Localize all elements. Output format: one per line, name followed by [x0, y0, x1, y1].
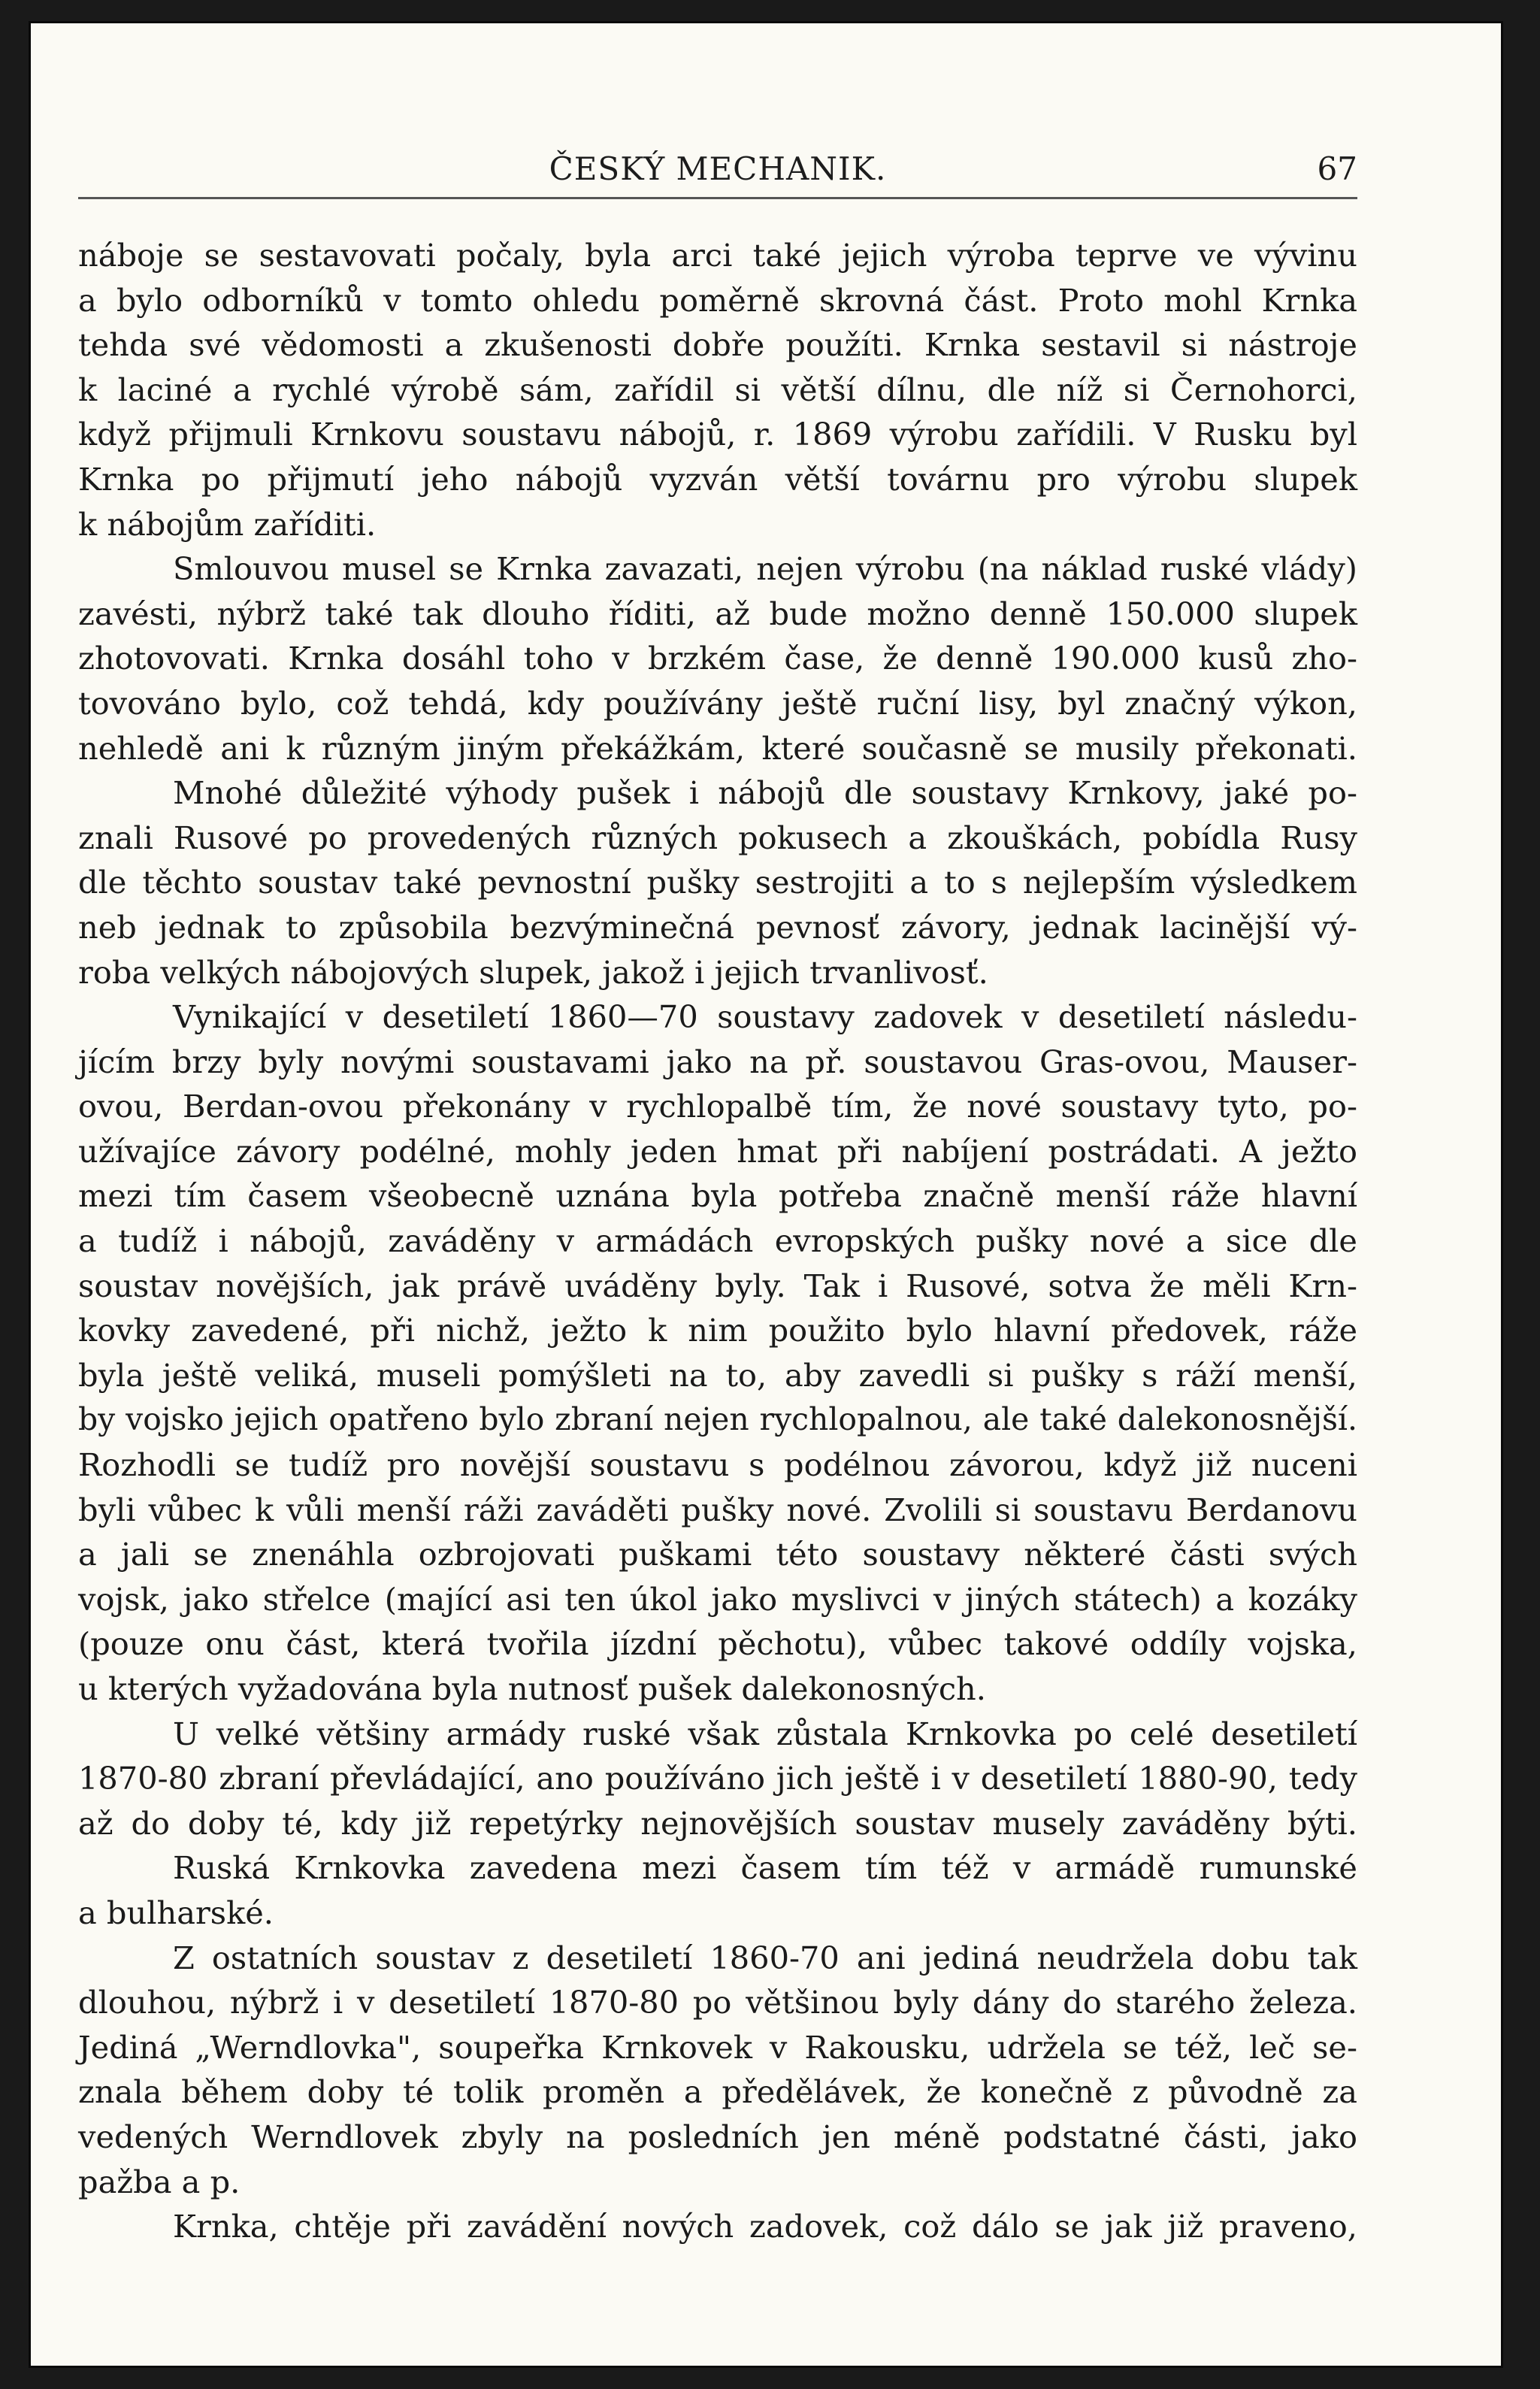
text-line: vedených Werndlovek zbyly na posledních jen méně podstatné části, jako: [78, 2118, 1357, 2155]
text-line: U velké většiny armády ruské však zůstala Krnkovka po celé desetiletí: [173, 1715, 1357, 1752]
text-line: k nábojům zaříditi.: [78, 505, 377, 543]
text-line: a bylo odborníků v tomto ohledu poměrně skrovná část. Proto mohl Krnka: [78, 281, 1357, 319]
text-line: Jediná „Werndlovka", soupeřka Krnkovek v Rakousku, udržela se též, leč se-: [78, 2028, 1357, 2066]
text-line: byla ještě veliká, museli pomýšleti na to, aby zavedli si pušky s ráží menší,: [78, 1356, 1357, 1394]
text-line: když přijmuli Krnkovu soustavu nábojů, r. 1869 výrobu zařídili. V Rusku byl: [78, 416, 1357, 453]
text-line: až do doby té, kdy již repetýrky nejnovějších soustav musely zaváděny býti.: [78, 1804, 1357, 1842]
text-line: u kterých vyžadována byla nutnosť pušek dalekonosných.: [78, 1670, 986, 1707]
running-title: ČESKÝ MECHANIK.: [549, 150, 887, 187]
text-line: Mnohé důležité výhody pušek i nábojů dle soustavy Krnkovy, jaké po-: [173, 774, 1357, 812]
text-line: znali Rusové po provedených různých pokusech a zkouškách, pobídla Rusy: [78, 819, 1357, 856]
body-text: [78, 233, 1357, 2249]
text-line: tehda své vědomosti a zkušenosti dobře použíti. Krnka sestavil si nástroje: [78, 326, 1357, 364]
text-line: kovky zavedené, při nichž, ježto k nim použito bylo hlavní předovek, ráže: [78, 1312, 1357, 1349]
page-number: 67: [1317, 150, 1357, 187]
text-line: nehledě ani k různým jiným překážkám, které současně se musily překonati.: [78, 729, 1357, 767]
text-line: dle těchto soustav také pevnostní pušky sestrojiti a to s nejlepším výsledkem: [78, 864, 1357, 901]
text-line: Vynikající v desetiletí 1860—70 soustavy zadovek v desetiletí následu-: [173, 998, 1357, 1036]
paragraph: [78, 771, 1357, 995]
text-line: roba velkých nábojových slupek, jakož i jejich trvanlivosť.: [78, 953, 988, 991]
text-line: mezi tím časem všeobecně uznána byla potřeba značně menší ráže hlavní: [78, 1177, 1357, 1215]
text-line: užívajíce závory podélné, mohly jeden hmat při nabíjení postrádati. A ježto: [78, 1132, 1357, 1170]
text-line: dlouhou, nýbrž i v desetiletí 1870-80 po většinou byly dány do starého železa.: [78, 1984, 1357, 2021]
text-line: Z ostatních soustav z desetiletí 1860-70 ani jediná neudržela dobu tak: [173, 1939, 1357, 1976]
paragraph: [78, 1712, 1357, 1846]
text-line: tovováno bylo, což tehdá, kdy používány ještě ruční lisy, byl značný výkon,: [78, 684, 1357, 722]
paragraph: [78, 1845, 1357, 1935]
text-line: znala během doby té tolik proměn a předělávek, že konečně z původně za: [78, 2073, 1357, 2111]
text-line: Smlouvou musel se Krnka zavazati, nejen výrobu (na náklad ruské vlády): [173, 550, 1357, 588]
paragraph: [78, 1936, 1357, 2205]
paragraph: [78, 547, 1357, 771]
text-line: 1870-80 zbraní převládající, ano používáno jich ještě i v desetiletí 1880-90, tedy: [78, 1760, 1357, 1797]
text-line: (pouze onu část, která tvořila jízdní pěchotu), vůbec takové oddíly vojska,: [78, 1625, 1357, 1663]
page-header: [78, 137, 1357, 197]
paragraph: [78, 995, 1357, 1712]
text-line: a tudíž i nábojů, zaváděny v armádách evropských pušky nové a sice dle: [78, 1222, 1357, 1260]
text-line: Rozhodli se tudíž pro novější soustavu s podélnou závorou, když již nuceni: [78, 1446, 1357, 1484]
paragraph: [78, 2204, 1357, 2249]
text-line: a jali se znenáhla ozbrojovati puškami této soustavy některé části svých: [78, 1536, 1357, 1573]
text-line: pažba a p.: [78, 2163, 241, 2200]
text-line: by vojsko jejich opatřeno bylo zbraní nejen rychlopalnou, ale také dalekonosnější.: [78, 1401, 1357, 1438]
text-line: Krnka po přijmutí jeho nábojů vyzván větší továrnu pro výrobu slupek: [78, 460, 1357, 498]
paragraph: [78, 233, 1357, 547]
text-line: vojsk, jako střelce (mající asi ten úkol jako myslivci v jiných státech) a kozáky: [78, 1580, 1357, 1618]
text-line: zhotovovati. Krnka dosáhl toho v brzkém čase, že denně 190.000 kusů zho-: [78, 640, 1357, 677]
text-line: byli vůbec k vůli menší ráži zaváděti pušky nové. Zvolili si soustavu Berdanovu: [78, 1491, 1357, 1528]
header-rule: [78, 197, 1357, 199]
text-line: Krnka, chtěje při zavádění nových zadovek, což dálo se jak již praveno,: [173, 2208, 1357, 2245]
text-line: zavésti, nýbrž také tak dlouho říditi, až bude možno denně 150.000 slupek: [78, 595, 1357, 632]
text-line: ovou, Berdan-ovou překonány v rychlopalbě tím, že nové soustavy tyto, po-: [78, 1088, 1357, 1125]
text-line: a bulharské.: [78, 1894, 274, 1931]
text-line: k laciné a rychlé výrobě sám, zařídil si větší dílnu, dle níž si Černohorci,: [78, 371, 1357, 408]
text-line: soustav novějších, jak právě uváděny byly. Tak i Rusové, sotva že měli Krn-: [78, 1267, 1357, 1304]
text-line: neb jednak to způsobila bezvýminečná pevnosť závory, jednak lacinější vý-: [78, 908, 1357, 946]
text-line: Ruská Krnkovka zavedena mezi časem tím též v armádě rumunské: [173, 1849, 1357, 1887]
text-line: náboje se sestavovati počaly, byla arci také jejich výroba teprve ve vývinu: [78, 237, 1357, 274]
text-line: jícím brzy byly novými soustavami jako na př. soustavou Gras-ovou, Mauser-: [78, 1043, 1357, 1080]
